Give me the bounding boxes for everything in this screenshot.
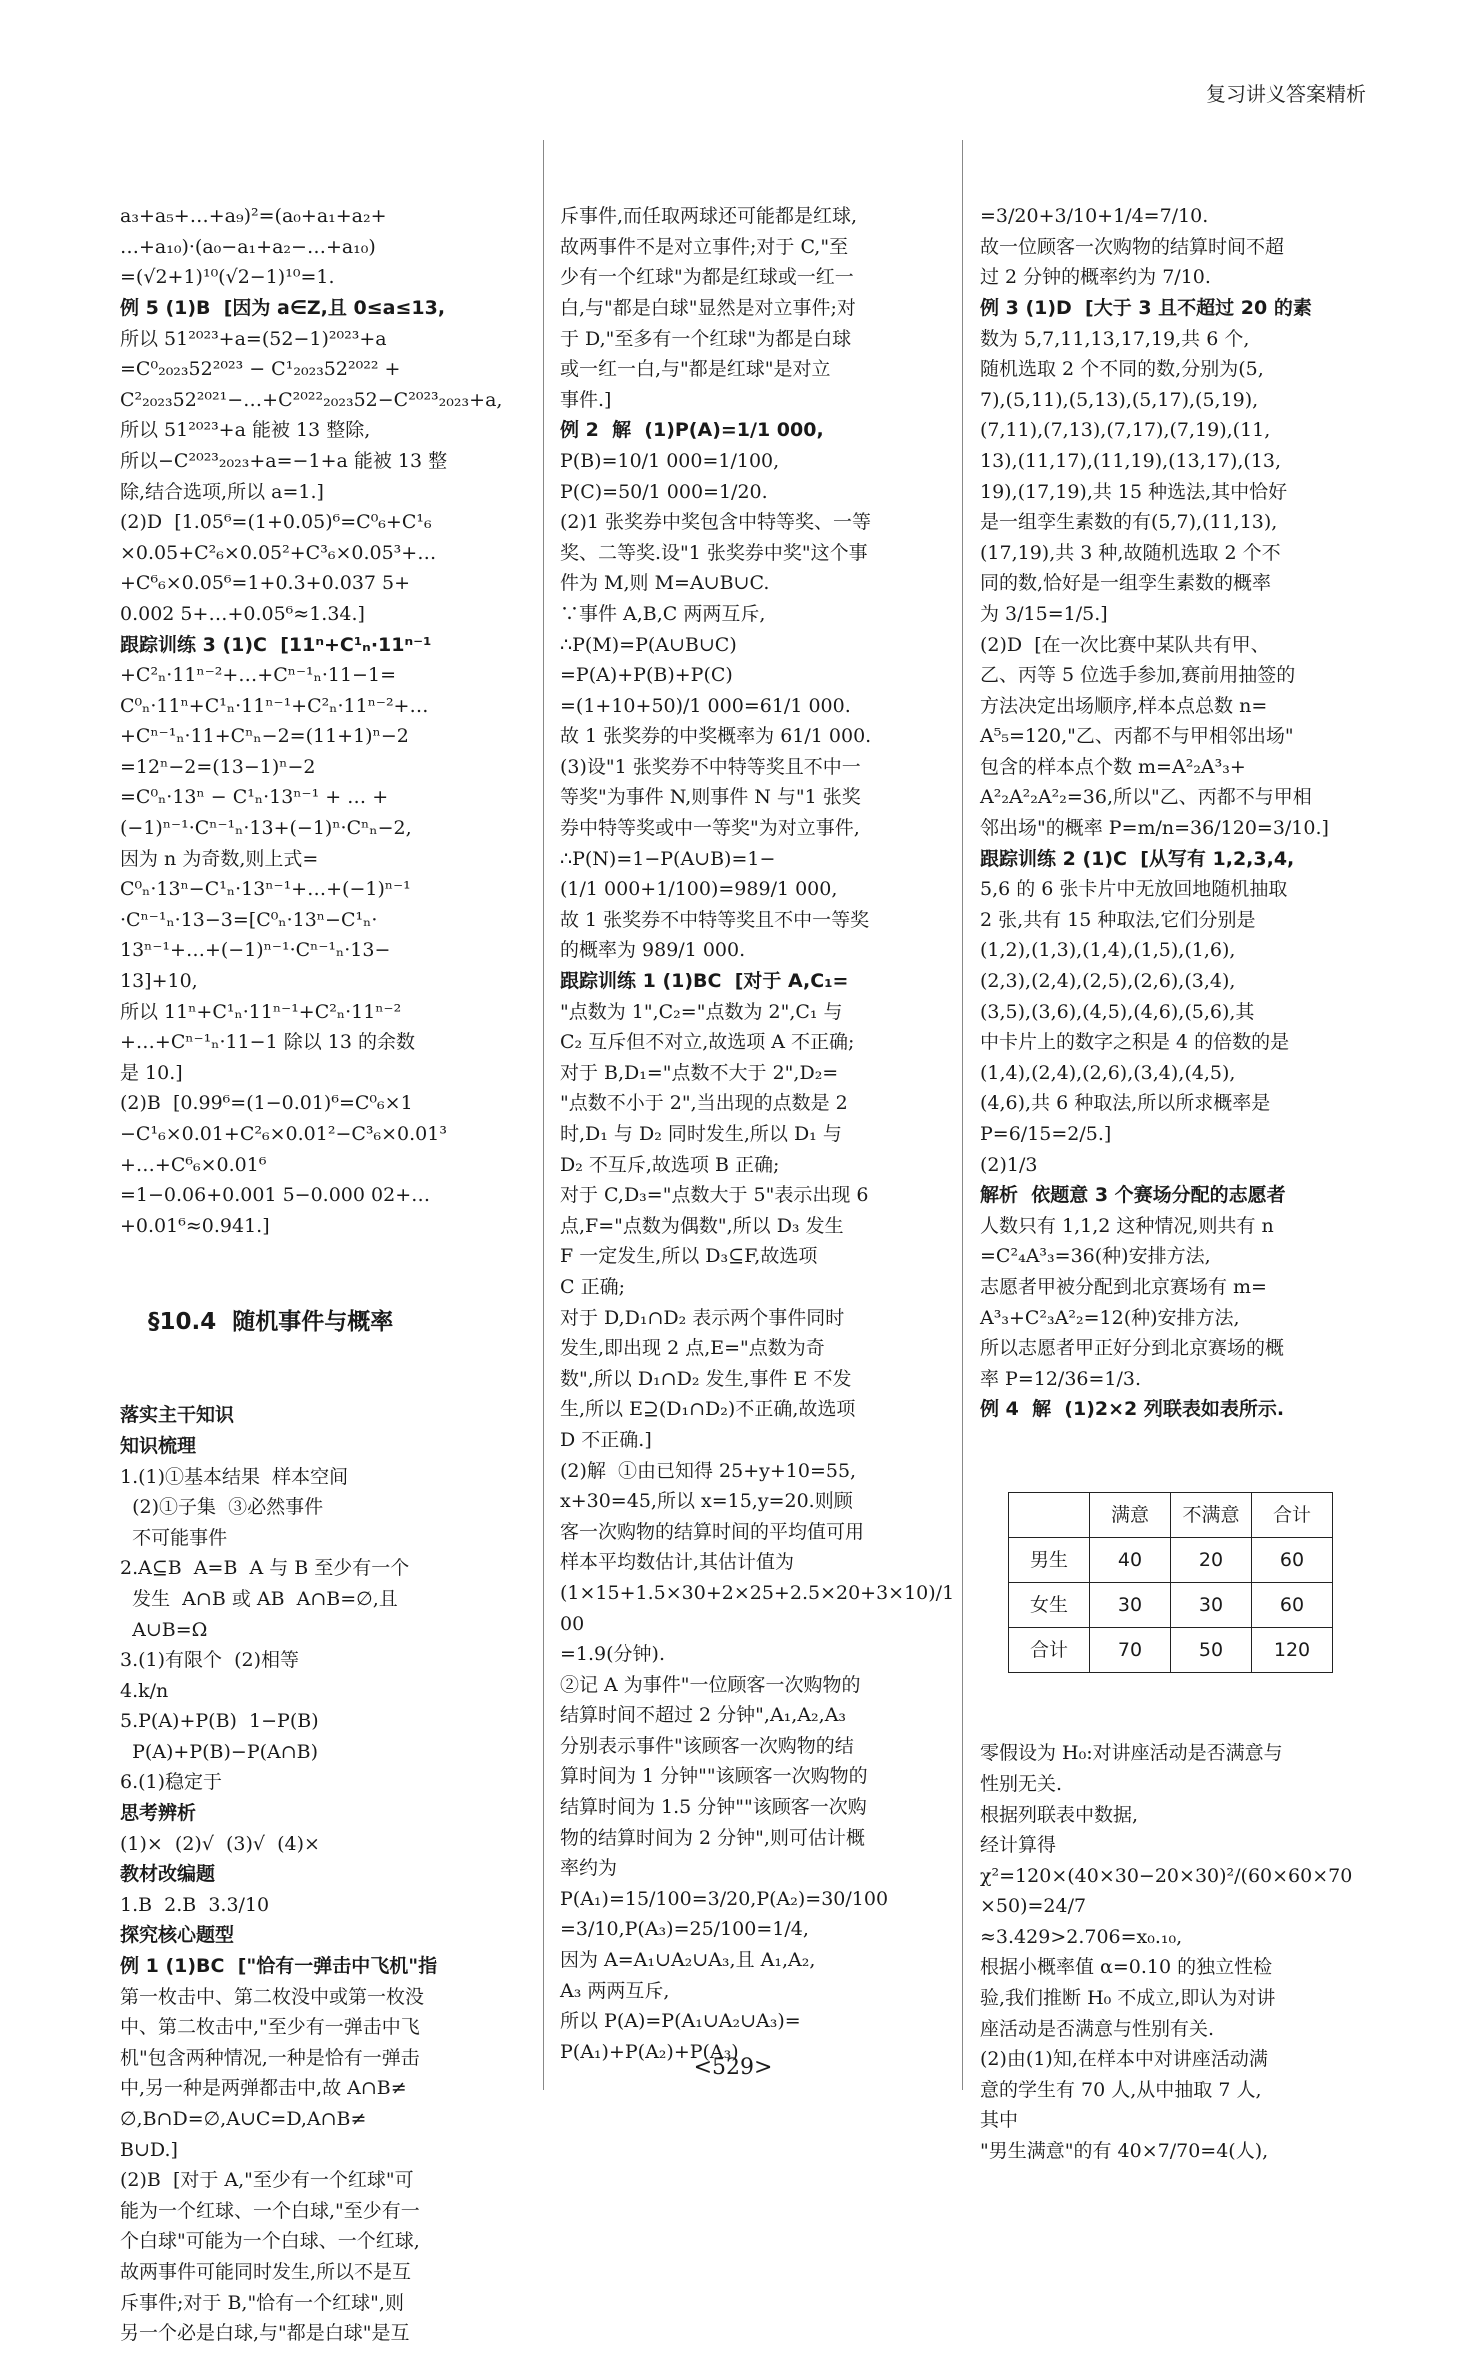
text-line: =P(A)+P(B)+P(C): [560, 664, 733, 687]
text-line: 于 D,"至多有一个红球"为都是白球: [560, 327, 852, 350]
text-line: 中、第二枚击中,"至少有一弹击中飞: [120, 2016, 420, 2039]
text-line: 或一红一白,与"都是红球"是对立: [560, 358, 831, 381]
text-line: =C⁰ₙ·13ⁿ − C¹ₙ·13ⁿ⁻¹ + … +: [120, 786, 389, 809]
text-line: C²₂₀₂₃52²⁰²¹−…+C²⁰²²₂₀₂₃52−C²⁰²³₂₀₂₃+a,: [120, 388, 503, 411]
table-row: [1009, 1493, 1333, 1538]
table-cell: 男生: [1009, 1538, 1090, 1583]
text-line: 例 5 (1)B [因为 a∈Z,且 0≤a≤13,: [120, 296, 446, 319]
column-1: [120, 140, 520, 2379]
text-line: 因为 A=A₁∪A₂∪A₃,且 A₁,A₂,: [560, 1949, 816, 1972]
text-line: 所以 51²⁰²³+a 能被 13 整除,: [120, 419, 371, 442]
text-line: A⁵₅=120,"乙、丙都不与甲相邻出场": [980, 725, 1294, 748]
text-line: 跟踪训练 2 (1)C [从写有 1,2,3,4,: [980, 847, 1295, 870]
text-line: ×0.05+C²₆×0.05²+C³₆×0.05³+…: [120, 541, 437, 564]
text-line: 例 1 (1)BC ["恰有一弹击中飞机"指: [120, 1955, 438, 1978]
text-line: 个白球"可能为一个白球、一个红球,: [120, 2230, 420, 2253]
text-line: 乙、丙等 5 位选手参加,赛前用抽签的: [980, 664, 1296, 687]
text-line: +…+Cⁿ⁻¹ₙ·11−1 除以 13 的余数: [120, 1031, 415, 1054]
text-line: 第一枚击中、第二枚没中或第一枚没: [120, 1985, 425, 2008]
column-2-lines: [560, 201, 960, 2067]
text-line: 其中: [980, 2109, 1019, 2132]
text-line: 客一次购物的结算时间的平均值可用: [560, 1520, 865, 1543]
text-line: P(A₁)+P(A₂)+P(A₃): [560, 2040, 739, 2063]
text-line: (1/1 000+1/100)=989/1 000,: [560, 878, 838, 901]
text-line: 教材改编题: [120, 1863, 216, 1886]
text-line: 件为 M,则 M=A∪B∪C.: [560, 572, 770, 595]
text-line: =12ⁿ−2=(13−1)ⁿ−2: [120, 755, 316, 778]
text-line: 验,我们推断 H₀ 不成立,即认为对讲: [980, 1987, 1276, 2010]
text-line: 等奖"为事件 N,则事件 N 与"1 张奖: [560, 786, 861, 809]
column-3-lines: [980, 201, 1360, 1425]
text-line: +C²ₙ·11ⁿ⁻²+…+Cⁿ⁻¹ₙ·11−1=: [120, 664, 396, 687]
column-1-lines-b: [120, 1400, 520, 2348]
text-line: 1.(1)①基本结果 样本空间: [120, 1465, 349, 1488]
text-line: (3,5),(3,6),(4,5),(4,6),(5,6),其: [980, 1000, 1255, 1023]
table-cell: 60: [1252, 1583, 1333, 1628]
text-line: P(B)=10/1 000=1/100,: [560, 449, 780, 472]
text-line: 中卡片上的数字之积是 4 的倍数的是: [980, 1031, 1290, 1054]
text-line: 对于 C,D₃="点数大于 5"表示出现 6: [560, 1184, 869, 1207]
text-line: ∵事件 A,B,C 两两互斥,: [560, 602, 766, 625]
text-line: 结算时间为 1.5 分钟""该顾客一次购: [560, 1796, 867, 1819]
text-line: 意的学生有 70 人,从中抽取 7 人,: [980, 2078, 1262, 2101]
table-header-cell: [1009, 1493, 1090, 1538]
text-line: 所以志愿者甲正好分到北京赛场的概: [980, 1337, 1285, 1360]
text-line: 故两事件不是对立事件;对于 C,"至: [560, 235, 849, 258]
text-line: 所以 51²⁰²³+a=(52−1)²⁰²³+a: [120, 327, 387, 350]
text-line: 是一组孪生素数的有(5,7),(11,13),: [980, 511, 1278, 534]
text-line: 故一位顾客一次购物的结算时间不超: [980, 235, 1285, 258]
text-line: 数",所以 D₁∩D₂ 发生,事件 E 不发: [560, 1367, 852, 1390]
text-line: 为 3/15=1/5.]: [980, 602, 1108, 625]
text-line: 对于 B,D₁="点数不大于 2",D₂=: [560, 1061, 839, 1084]
text-line: 3.(1)有限个 (2)相等: [120, 1649, 300, 1672]
text-line: (2)B [对于 A,"至少有一个红球"可: [120, 2169, 414, 2192]
text-line: 奖、二等奖.设"1 张奖券中奖"这个事: [560, 541, 868, 564]
text-line: +C⁶₆×0.05⁶=1+0.3+0.037 5+: [120, 572, 411, 595]
text-line: D 不正确.]: [560, 1428, 652, 1451]
text-line: (1,2),(1,3),(1,4),(1,5),(1,6),: [980, 939, 1236, 962]
text-line: χ²=120×(40×30−20×30)²/(60×60×70×50)=24/7: [980, 1864, 1353, 1918]
page-number: <529>: [693, 2055, 773, 2080]
text-line: 率 P=12/36=1/3.: [980, 1367, 1142, 1390]
text-line: 4.k/n: [120, 1679, 169, 1702]
text-line: 另一个必是白球,与"都是白球"是互: [120, 2322, 410, 2345]
text-line: +Cⁿ⁻¹ₙ·11+Cⁿₙ−2=(11+1)ⁿ−2: [120, 725, 409, 748]
text-line: (17,19),共 3 种,故随机选取 2 个不: [980, 541, 1281, 564]
table-row: [1009, 1628, 1333, 1673]
text-line: 邻出场"的概率 P=m/n=36/120=3/10.]: [980, 817, 1329, 840]
text-line: 知识梳理: [120, 1434, 197, 1457]
text-line: 包含的样本点个数 m=A²₂A³₃+: [980, 755, 1246, 778]
text-line: 率约为: [560, 1857, 618, 1880]
text-line: F 一定发生,所以 D₃⊆F,故选项: [560, 1245, 818, 1268]
text-line: 方法决定出场顺序,样本点总数 n=: [980, 694, 1268, 717]
text-line: 同的数,恰好是一组孪生素数的概率: [980, 572, 1272, 595]
text-line: 0.002 5+…+0.05⁶≈1.34.]: [120, 602, 365, 625]
text-line: (2)由(1)知,在样本中对讲座活动满: [980, 2048, 1268, 2071]
text-line: 过 2 分钟的概率约为 7/10.: [980, 266, 1211, 289]
table-header-cell: 合计: [1252, 1493, 1333, 1538]
text-line: 思考辨析: [120, 1802, 197, 1825]
text-line: C 正确;: [560, 1275, 625, 1298]
text-line: ∅,B∩D=∅,A∪C=D,A∩B≠: [120, 2108, 367, 2130]
text-line: 故 1 张奖券的中奖概率为 61/1 000.: [560, 725, 872, 748]
text-line: 跟踪训练 1 (1)BC [对于 A,C₁=: [560, 970, 849, 993]
column-2: [560, 140, 960, 2098]
table-header-cell: 满意: [1090, 1493, 1171, 1538]
text-line: (1)× (2)√ (3)√ (4)×: [120, 1832, 320, 1855]
text-line: ∴P(M)=P(A∪B∪C): [560, 633, 737, 656]
text-line: 落实主干知识: [120, 1404, 235, 1427]
text-line: +…+C⁶₆×0.01⁶: [120, 1153, 267, 1176]
text-line: =(√2+1)¹⁰(√2−1)¹⁰=1.: [120, 266, 335, 289]
text-line: 机"包含两种情况,一种是恰有一弹击: [120, 2046, 420, 2069]
text-line: 故 1 张奖券不中特等奖且不中一等奖: [560, 908, 870, 931]
text-line: 分别表示事件"该顾客一次购物的结: [560, 1734, 854, 1757]
text-line: ·Cⁿ⁻¹ₙ·13−3=[C⁰ₙ·13ⁿ−C¹ₙ·: [120, 908, 378, 931]
text-line: …+a₁₀)·(a₀−a₁+a₂−…+a₁₀): [120, 235, 376, 258]
text-line: 算时间为 1 分钟""该顾客一次购物的: [560, 1765, 868, 1788]
text-line: a₃+a₅+…+a₉)²=(a₀+a₁+a₂+: [120, 205, 387, 228]
table-cell: 60: [1252, 1538, 1333, 1583]
text-line: A³₃+C²₃A²₂=12(种)安排方法,: [980, 1306, 1240, 1329]
text-line: 的概率为 989/1 000.: [560, 939, 746, 962]
text-line: A²₂A²₂A²₂=36,所以"乙、丙都不与甲相: [980, 786, 1312, 809]
text-line: 例 4 解 (1)2×2 列联表如表所示.: [980, 1398, 1285, 1421]
text-line: 少有一个红球"为都是红球或一红一: [560, 266, 854, 289]
text-line: 所以 P(A)=P(A₁∪A₂∪A₃)=: [560, 2010, 801, 2033]
text-line: 所以−C²⁰²³₂₀₂₃+a=−1+a 能被 13 整: [120, 449, 448, 472]
text-line: (2,3),(2,4),(2,5),(2,6),(3,4),: [980, 970, 1236, 993]
text-line: 7),(5,11),(5,13),(5,17),(5,19),: [980, 388, 1259, 411]
text-line: P(C)=50/1 000=1/20.: [560, 480, 768, 503]
text-line: 对于 D,D₁∩D₂ 表示两个事件同时: [560, 1306, 845, 1329]
text-line: 除,结合选项,所以 a=1.]: [120, 480, 324, 503]
text-line: 19),(17,19),共 15 种选法,其中恰好: [980, 480, 1288, 503]
text-line: (2)解 ①由已知得 25+y+10=55,: [560, 1459, 857, 1482]
text-line: 根据小概率值 α=0.10 的独立性检: [980, 1956, 1273, 1979]
table-cell: 合计: [1009, 1628, 1090, 1673]
text-line: 例 3 (1)D [大于 3 且不超过 20 的素: [980, 296, 1312, 319]
table-cell: 30: [1090, 1583, 1171, 1628]
text-line: (2)1/3: [980, 1153, 1038, 1176]
text-line: 跟踪训练 3 (1)C [11ⁿ+C¹ₙ·11ⁿ⁻¹: [120, 633, 432, 656]
text-line: 故两事件可能同时发生,所以不是互: [120, 2260, 412, 2283]
text-line: 物的结算时间为 2 分钟",则可估计概: [560, 1826, 865, 1849]
text-line: 经计算得: [980, 1834, 1057, 1857]
text-line: A₃ 两两互斥,: [560, 1979, 670, 2002]
text-line: =1.9(分钟).: [560, 1643, 666, 1666]
text-line: 发生 A∩B 或 AB A∩B=∅,且: [120, 1587, 398, 1610]
text-line: 2.A⊆B A=B A 与 B 至少有一个: [120, 1557, 410, 1580]
text-line: (1,4),(2,4),(2,6),(3,4),(4,5),: [980, 1061, 1236, 1084]
section-title: §10.4 随机事件与概率: [148, 1308, 394, 1335]
column-1-lines: [120, 201, 520, 1241]
text-line: "点数为 1",C₂="点数为 2",C₁ 与: [560, 1000, 843, 1023]
text-line: (3)设"1 张奖券不中特等奖且不中一: [560, 755, 861, 778]
text-line: (2)D [在一次比赛中某队共有甲、: [980, 633, 1270, 656]
text-line: 13ⁿ⁻¹+…+(−1)ⁿ⁻¹·Cⁿ⁻¹ₙ·13−: [120, 939, 391, 962]
text-line: C⁰ₙ·13ⁿ−C¹ₙ·13ⁿ⁻¹+…+(−1)ⁿ⁻¹: [120, 878, 411, 901]
text-line: 斥事件,而任取两球还可能都是红球,: [560, 205, 858, 228]
table-cell: 女生: [1009, 1583, 1090, 1628]
text-line: (7,11),(7,13),(7,17),(7,19),(11,: [980, 419, 1271, 442]
text-line: ≈3.429>2.706=x₀.₁₀,: [980, 1925, 1183, 1948]
text-line: x+30=45,所以 x=15,y=20.则顾: [560, 1490, 853, 1513]
column-3: [980, 140, 1360, 2197]
column-divider: [962, 140, 963, 2090]
text-line: P(A₁)=15/100=3/20,P(A₂)=30/100: [560, 1887, 889, 1910]
text-line: 1.B 2.B 3.3/10: [120, 1893, 270, 1916]
text-line: 5.P(A)+P(B) 1−P(B): [120, 1710, 319, 1733]
text-line: 能为一个红球、一个白球,"至少有一: [120, 2199, 420, 2222]
text-line: 因为 n 为奇数,则上式=: [120, 847, 319, 870]
text-line: 样本平均数估计,其估计值为: [560, 1551, 795, 1574]
text-line: "男生满意"的有 40×7/70=4(人),: [980, 2140, 1269, 2163]
text-line: 生,所以 E⊇(D₁∩D₂)不正确,故选项: [560, 1398, 856, 1421]
text-line: P=6/15=2/5.]: [980, 1123, 1112, 1145]
text-line: (2)1 张奖券中奖包含中特等奖、一等: [560, 511, 872, 534]
text-line: C₂ 互斥但不对立,故选项 A 不正确;: [560, 1031, 855, 1054]
text-line: 6.(1)稳定于: [120, 1771, 223, 1794]
text-line: 点,F="点数为偶数",所以 D₃ 发生: [560, 1214, 844, 1237]
text-line: =C⁰₂₀₂₃52²⁰²³ − C¹₂₀₂₃52²⁰²² +: [120, 358, 401, 381]
text-line: 解析 依题意 3 个赛场分配的志愿者: [980, 1184, 1286, 1207]
text-line: (−1)ⁿ⁻¹·Cⁿ⁻¹ₙ·13+(−1)ⁿ·Cⁿₙ−2,: [120, 817, 412, 840]
text-line: (2)①子集 ③必然事件: [120, 1496, 324, 1519]
text-line: 结算时间不超过 2 分钟",A₁,A₂,A₃: [560, 1704, 847, 1727]
table-row: [1009, 1538, 1333, 1583]
text-line: =(1+10+50)/1 000=61/1 000.: [560, 694, 851, 717]
table-header-cell: 不满意: [1171, 1493, 1252, 1538]
text-line: ②记 A 为事件"一位顾客一次购物的: [560, 1673, 861, 1696]
text-line: D₂ 不互斥,故选项 B 正确;: [560, 1153, 780, 1176]
text-line: 白,与"都是白球"显然是对立事件;对: [560, 296, 856, 319]
text-line: 券中特等奖或中一等奖"为对立事件,: [560, 817, 860, 840]
table-row: [1009, 1583, 1333, 1628]
table-cell: 70: [1090, 1628, 1171, 1673]
table-cell: 30: [1171, 1583, 1252, 1628]
text-line: 发生,即出现 2 点,E="点数为奇: [560, 1337, 825, 1360]
text-line: 时,D₁ 与 D₂ 同时发生,所以 D₁ 与: [560, 1123, 842, 1145]
text-line: 根据列联表中数据,: [980, 1803, 1139, 1826]
text-line: A∪B=Ω: [120, 1618, 208, 1641]
text-line: 是 10.]: [120, 1061, 183, 1084]
text-line: +0.01⁶≈0.941.]: [120, 1214, 270, 1237]
text-line: (1×15+1.5×30+2×25+2.5×20+3×10)/100: [560, 1581, 955, 1635]
text-line: C⁰ₙ·11ⁿ+C¹ₙ·11ⁿ⁻¹+C²ₙ·11ⁿ⁻²+…: [120, 694, 429, 717]
column-divider: [543, 140, 544, 2090]
text-line: (4,6),共 6 种取法,所以所求概率是: [980, 1092, 1271, 1115]
text-line: 人数只有 1,1,2 这种情况,则共有 n: [980, 1214, 1274, 1237]
text-line: (2)D [1.05⁶=(1+0.05)⁶=C⁰₆+C¹₆: [120, 511, 432, 534]
text-line: P(A)+P(B)−P(A∩B): [120, 1740, 319, 1763]
table-cell: 40: [1090, 1538, 1171, 1583]
text-line: 中,另一种是两弹都击中,故 A∩B≠: [120, 2077, 407, 2100]
table-cell: 50: [1171, 1628, 1252, 1673]
text-line: −C¹₆×0.01+C²₆×0.01²−C³₆×0.01³: [120, 1123, 447, 1145]
text-line: =1−0.06+0.001 5−0.000 02+…: [120, 1184, 431, 1207]
running-header: 复习讲义答案精析: [1206, 82, 1366, 106]
text-line: 事件.]: [560, 388, 612, 411]
text-line: 志愿者甲被分配到北京赛场有 m=: [980, 1275, 1267, 1298]
text-line: 2 张,共有 15 种取法,它们分别是: [980, 908, 1256, 931]
text-line: 13),(11,17),(11,19),(13,17),(13,: [980, 449, 1282, 472]
text-line: 随机选取 2 个不同的数,分别为(5,: [980, 358, 1264, 381]
text-line: 例 2 解 (1)P(A)=1/1 000,: [560, 419, 824, 442]
table-cell: 20: [1171, 1538, 1252, 1583]
text-line: =C²₄A³₃=36(种)安排方法,: [980, 1245, 1211, 1268]
text-line: (2)B [0.99⁶=(1−0.01)⁶=C⁰₆×1: [120, 1092, 413, 1115]
text-line: 斥事件;对于 B,"恰有一个红球",则: [120, 2291, 404, 2314]
text-line: 5,6 的 6 张卡片中无放回地随机抽取: [980, 878, 1288, 901]
text-line: 零假设为 H₀:对讲座活动是否满意与: [980, 1742, 1283, 1765]
text-line: 13]+10,: [120, 970, 198, 993]
text-line: 不可能事件: [120, 1526, 228, 1549]
text-line: 座活动是否满意与性别有关.: [980, 2017, 1215, 2040]
text-line: =3/20+3/10+1/4=7/10.: [980, 205, 1209, 228]
table-cell: 120: [1252, 1628, 1333, 1673]
text-line: "点数不小于 2",当出现的点数是 2: [560, 1092, 848, 1115]
text-line: =3/10,P(A₃)=25/100=1/4,: [560, 1918, 809, 1941]
text-line: ∴P(N)=1−P(A∪B)=1−: [560, 847, 776, 870]
text-line: 数为 5,7,11,13,17,19,共 6 个,: [980, 327, 1250, 350]
text-line: 性别无关.: [980, 1772, 1063, 1795]
column-3-lines-b: [980, 1738, 1360, 2166]
text-line: B∪D.]: [120, 2138, 178, 2161]
text-line: 所以 11ⁿ+C¹ₙ·11ⁿ⁻¹+C²ₙ·11ⁿ⁻²: [120, 1000, 402, 1023]
text-line: 探究核心题型: [120, 1924, 235, 1947]
contingency-table: [1008, 1492, 1333, 1673]
